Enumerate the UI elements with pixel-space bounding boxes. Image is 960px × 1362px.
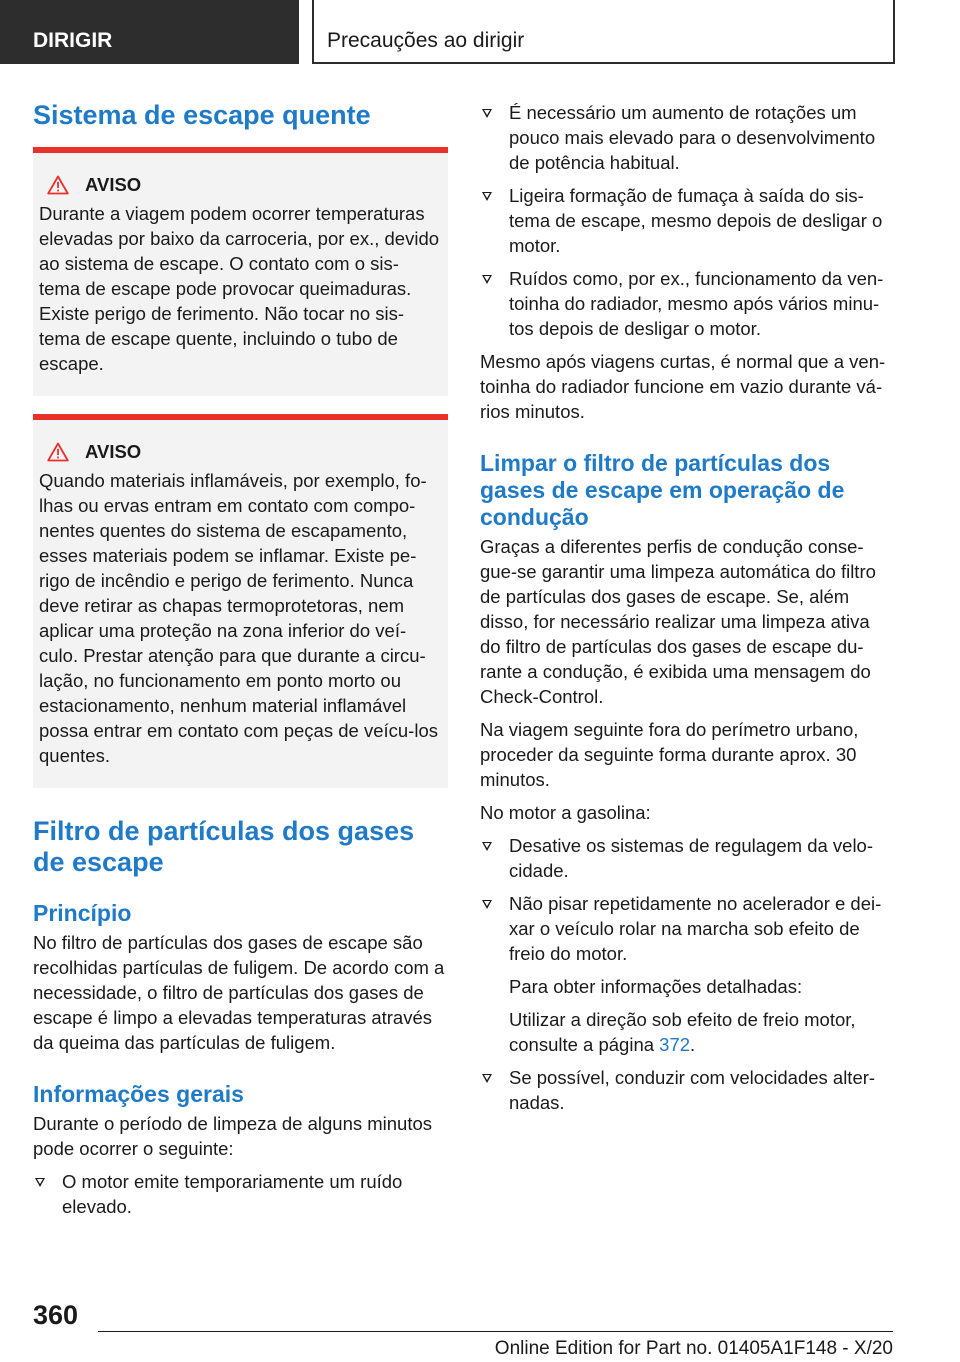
sub-paragraph: Para obter informações detalhadas: [509,976,803,997]
list-item: Ruídos como, por ex., funcionamento da ven-toinha do radiador, mesmo após vários minu-tos depois de desligar o motor. [480,266,895,341]
list-item: Se possível, conduzir com velocidades alter-nadas. [480,1065,895,1115]
chapter-title: Precauções ao dirigir [327,29,525,52]
left-column [33,100,448,1227]
bullet-triangle-icon [482,192,492,201]
list-item: Ligeira formação de fumaça à saída do sis-tema de escape, mesmo depois de desligar o motor. [480,183,895,258]
footer-divider [98,1331,893,1332]
warning-title: AVISO [85,441,142,462]
warning-text: Quando materiais inflamáveis, por exemplo, fo-lhas ou ervas entram em contato com compo-nentes quentes do sistema de escapamento, esses materiais podem se inflamar. Existe pe-rigo de incêndio e perigo de ferimento. Nunca deve retirar as chapas termoprotetoras, nem aplicar uma proteção na zona inferior do veí-culo. Prestar atenção para que durante a circu-lação, no funcionamento em ponto morto ou estacionamento, nenhum material inflamável possa entrar em contato com peças de veícu-los quentes. [39,470,438,766]
page-link[interactable]: 372 [659,1034,691,1055]
bullet-triangle-icon [482,275,492,284]
paragraph: Graças a diferentes perfis de condução conse-gue-se garantir uma limpeza automática do filtro de partículas dos gases de escape. Se, além disso, for necessário realizar uma limpeza ativa do filtro de partículas dos gases de escape du-rante a condução, é exibida uma mensagem do Check-Control. [480,536,876,707]
list-item: É necessário um aumento de rotações um pouco mais elevado para o desenvolvimento de potência habitual. [480,100,895,175]
paragraph: No filtro de partículas dos gases de escape são recolhidas partículas de fuligem. De acordo com a necessidade, o filtro de partículas dos gases de escape é limpo a elevadas temperaturas através da queima das partículas de fuligem. [33,932,445,1053]
subheading-clean-filter: Limpar o filtro de partículas dos gases de escape em operação de condução [480,450,845,530]
paragraph: Durante o período de limpeza de alguns minutos pode ocorrer o seguinte: [33,1113,433,1159]
right-column [480,100,895,1123]
bullet-list [480,833,895,966]
chapter-tab [312,0,895,64]
bullet-list [33,1169,448,1219]
sub-paragraph: Utilizar a direção sob efeito de freio motor, consulte a página 372. [509,1009,856,1055]
paragraph: No motor a gasolina: [480,802,651,823]
page-number: 360 [33,1300,79,1330]
paragraph: Na viagem seguinte fora do perímetro urbano, proceder da seguinte forma durante aprox. 30 minutos. [480,719,859,790]
list-item: O motor emite temporariamente um ruído elevado. [33,1169,448,1219]
warning-box [33,414,448,788]
bullet-list [480,100,895,341]
section-label: DIRIGIR [33,29,113,52]
bullet-triangle-icon [35,1178,45,1187]
bullet-triangle-icon [482,1074,492,1083]
list-item: Desative os sistemas de regulagem da velo-cidade. [480,833,895,883]
warning-title: AVISO [85,174,142,195]
list-item: Não pisar repetidamente no acelerador e dei-xar o veículo rolar na marcha sob efeito de freio do motor. [480,891,895,966]
bullet-triangle-icon [482,109,492,118]
bullet-triangle-icon [482,842,492,851]
paragraph: Mesmo após viagens curtas, é normal que a ven-toinha do radiador funcione em vazio durante vá-rios minutos. [480,351,886,422]
heading-particle-filter: Filtro de partículas dos gases de escape [33,816,415,877]
warning-box [33,147,448,396]
bullet-list [480,1065,895,1115]
warning-triangle-icon [47,442,69,462]
warning-text: Durante a viagem podem ocorrer temperaturas elevadas por baixo da carroceria, por ex., devido ao sistema de escape. O contato com o sis-tema de escape pode provocar queimaduras. Existe perigo de ferimento. Não tocar no sis-tema de escape quente, incluindo o tubo de escape. [39,203,440,374]
warning-triangle-icon [47,175,69,195]
heading-hot-exhaust: Sistema de escape quente [33,100,371,130]
bullet-triangle-icon [482,900,492,909]
section-tab [0,0,299,64]
footer-edition: Online Edition for Part no. 01405A1F148 - X/20 [494,1338,893,1359]
subheading-general-info: Informações gerais [33,1081,244,1107]
subheading-principle: Princípio [33,900,132,926]
